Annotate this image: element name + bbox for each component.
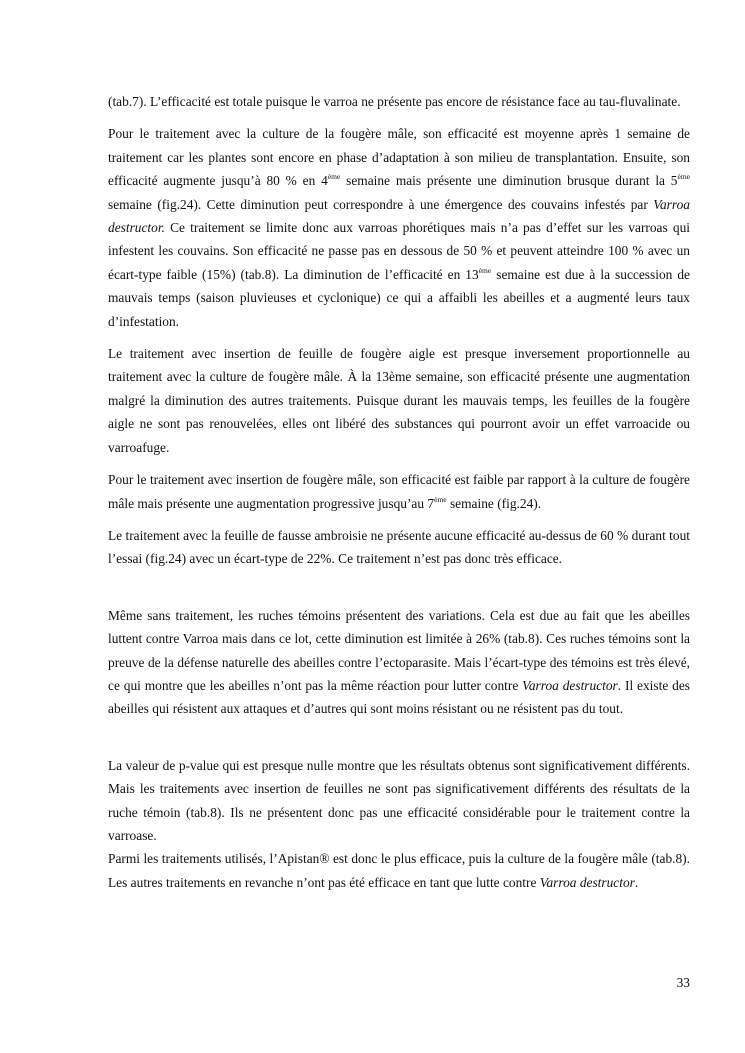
superscript: ème — [327, 172, 341, 182]
paragraph-2-text-e: semaine est due à la succession de mauvais temps (saison pluvieuses et cyclonique) ce qui a affaibli les abeilles et a augmenté leurs taux d’infestation. — [108, 266, 690, 329]
section-spacer — [108, 571, 690, 604]
paragraph-4-text-a: Pour le traitement avec insertion de fougère mâle, son efficacité est faible par rapport à la culture de fougère mâle mais présente une augmentation progressive jusqu’au 7 — [108, 472, 690, 511]
paragraph-7 — [108, 754, 690, 848]
paragraph-6-text-a: Même sans traitement, les ruches témoins présentent des variations. Cela est due au fait que les abeilles luttent contre Varroa mais dans ce lot, cette diminution est limitée à 26% (tab.8). Ces ruches témoins sont la preuve de la défense naturelle des abeilles contre l’ectoparasite. Mais l’écart-type des témoins est très élevé, ce qui montre que les abeilles n’ont pas la même réaction pour lutter contre — [108, 607, 690, 693]
species-name-italic: Varroa destructor. — [108, 196, 690, 236]
paragraph-8 — [108, 847, 690, 894]
paragraph-spacer — [108, 459, 690, 468]
section-spacer — [108, 721, 690, 754]
page-number: 33 — [676, 975, 690, 990]
paragraph-4 — [108, 468, 690, 515]
species-name-italic: Varroa destructor — [539, 874, 635, 890]
paragraph-4-text-b: semaine (fig.24). — [446, 495, 542, 511]
paragraph-spacer — [108, 333, 690, 342]
paragraph-3 — [108, 342, 690, 459]
paragraph-8-text-b: . — [634, 874, 639, 890]
paragraph-3-text: Le traitement avec insertion de feuille de fougère aigle est presque inversement proportionnelle au traitement avec la culture de fougère mâle. À la 13ème semaine, son efficacité présente une augmentation malgré la diminution des autres traitements. Puisque durant les mauvais temps, les feuilles de la fougère aigle ne sont pas renouvelées, elles ont libéré des substances qui pourront avoir un effet varroacide ou varroafuge. — [108, 346, 690, 455]
paragraph-2-text-b: semaine mais présente une diminution brusque durant la 5 — [340, 173, 678, 189]
page-body — [108, 90, 690, 894]
paragraph-8-text-a: Parmi les traitements utilisés, l’Apistan® est donc le plus efficace, puis la culture de la fougère mâle (tab.8). Les autres traitements en revanche n’ont pas été efficace en tant que lutte contre — [108, 851, 690, 890]
superscript: ème — [478, 265, 492, 275]
superscript: ème — [677, 172, 690, 182]
paragraph-7-text: La valeur de p-value qui est presque nulle montre que les résultats obtenus sont significativement différents. Mais les traitements avec insertion de feuilles ne sont pas significativement différents des résultats de la ruche témoin (tab.8). Ils ne présentent donc pas une efficacité considérable pour le traitement contre la varroase. — [108, 757, 690, 843]
paragraph-6-text-b: . Il existe des abeilles qui résistent aux attaques et d’autres qui sont moins résistant ou ne résistent pas du tout. — [108, 677, 690, 717]
paragraph-spacer — [108, 113, 690, 122]
paragraph-5 — [108, 524, 690, 571]
paragraph-1 — [108, 90, 690, 113]
species-name-italic: Varroa destructor — [522, 677, 618, 693]
paragraph-6 — [108, 604, 690, 721]
paragraph-2-text-d: Ce traitement se limite donc aux varroas phorétiques mais n’a pas d’effet sur les varroas qui infestent les couvains. Son efficacité ne passe pas en dessous de 50 % et peuvent atteindre 100 % avec un écart-type faible (15%) (tab.8). La diminution de l’efficacité en 13 — [108, 220, 690, 282]
paragraph-5-text: Le traitement avec la feuille de fausse ambroisie ne présente aucune efficacité au-dessus de 60 % durant tout l’essai (fig.24) avec un écart-type de 22%. Ce traitement n’est pas donc très efficace. — [108, 527, 690, 567]
superscript: ème — [434, 494, 447, 504]
paragraph-2-text-a: Pour le traitement avec la culture de la fougère mâle, son efficacité est moyenne après 1 semaine de traitement car les plantes sont encore en phase d’adaptation à son milieu de transplantation. Ensuite, son efficacité augmente jusqu’à 80 % en 4 — [108, 126, 690, 189]
paragraph-2-text-c: semaine (fig.24). Cette diminution peut correspondre à une émergence des couvains infestés par — [108, 196, 654, 212]
paragraph-spacer — [108, 515, 690, 524]
paragraph-1-text: (tab.7). L’efficacité est totale puisque le varroa ne présente pas encore de résistance face au tau-fluvalinate. — [108, 94, 681, 109]
paragraph-2 — [108, 122, 690, 333]
